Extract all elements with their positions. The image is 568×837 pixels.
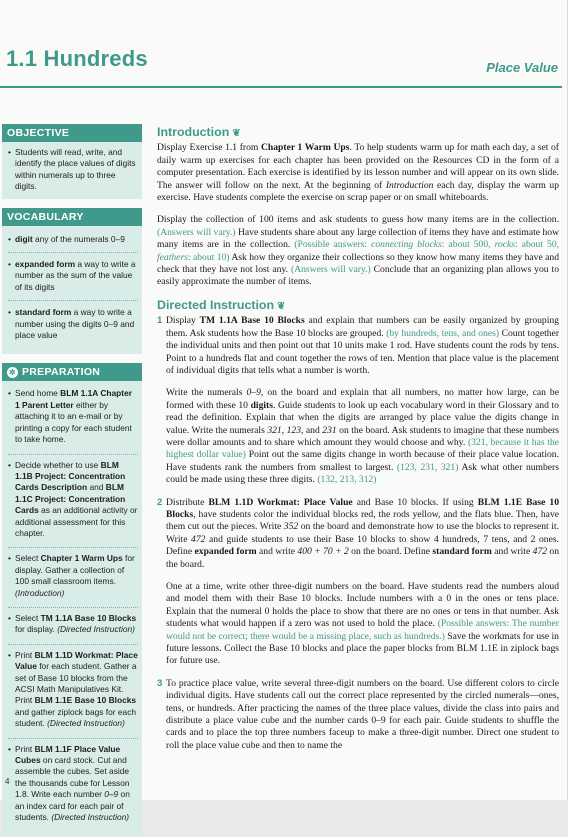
page-title: 1.1 Hundreds xyxy=(6,46,148,71)
step-number: 3 xyxy=(157,677,163,689)
preparation-heading: PREPARATION xyxy=(22,366,101,379)
prep-text: Send home BLM 1.1A Chapter 1 Parent Letter either by attaching it to an e-mail or by printing a copy for each student to take home. xyxy=(15,388,132,445)
page-number: 4 xyxy=(5,777,10,786)
step-paragraph: To practice place value, write several three-digit numbers on the board. Use different colors to circle individual digits. Have students call out the correct place represented by the circled numerals—ones, tens, or hundreds. After practicing the names of the three place values, divide the class into pairs and distribute a place value cube and the number cards 0–9 for each pair. Guide students to shuffle the cards and to place the top three numbers faceup to make a three-digit number. Direct one student to roll the place value cube and then to name the xyxy=(166,677,559,751)
gear-icon: ✲ xyxy=(8,367,16,377)
step-number: 1 xyxy=(157,315,163,327)
bullet: • xyxy=(8,388,11,399)
prep-item xyxy=(8,386,138,453)
prep-item xyxy=(8,607,138,644)
instruction-step xyxy=(157,678,559,752)
introduction-heading xyxy=(157,126,559,140)
step-paragraph: Write the numerals 0–9, on the board and explain that all numbers, no matter how large, can be formed with these 10 digits. Guide students to look up each vocabulary word in their Glossary and to read the definition. Explain that when the digits are arranged by place value the digits change in value. Write the numerals 321, 123, and 231 on the board. Ask students to imagine that these numbers were dollar amounts and to share which amount they would choose and why. (321, because it has the highest dollar value) Point out the same digits change in worth because of their place value location. Have students rank the numbers from smallest to largest. (123, 231, 321) Ask what other numbers could be made using these three digits. (132, 213, 312) xyxy=(166,387,560,486)
objective-heading: OBJECTIVE xyxy=(2,124,142,142)
header-divider xyxy=(0,86,562,88)
preparation-box xyxy=(2,381,142,837)
directed-instruction-heading xyxy=(157,299,559,313)
intro-paragraph: Display Exercise 1.1 from Chapter 1 Warm Ups. To help students warm up for math each day, a set of daily warm up exercises for each chapter has been provided on the Resources CD in the form of a computer presentation. Each exercise is identified by its lesson number and will appear on its own slide. The answer will follow on the next. At the beginning of Introduction each day, display the warm up exercise. Have students complete the exercise on scrap paper or on small whiteboards. xyxy=(157,142,559,204)
vocab-definition: a way to write a number using the digits 0–9 and place value xyxy=(15,307,135,341)
instruction-step xyxy=(157,315,559,486)
directed-heading-text: Directed Instruction xyxy=(157,297,275,312)
introduction-heading-text: Introduction xyxy=(157,125,230,139)
bullet: • xyxy=(8,147,11,157)
vocab-item-digit xyxy=(8,231,138,252)
prep-text: Decide whether to use BLM 1.1B Project: Concentration Cards Description and BLM 1.1C Project: Concentration Cards as an additional activity or additional assessment for this chapter. xyxy=(15,459,138,538)
bullet: • xyxy=(8,553,11,564)
vocab-term: expanded form xyxy=(15,259,76,270)
step-number: 2 xyxy=(157,496,163,508)
vocab-term: standard form xyxy=(15,307,72,318)
prep-text: Print BLM 1.1F Place Value Cubes on card stock. Cut and assemble the cubes. Set aside the thousands cube for Lesson 1.8. Write each number 0–9 on an index card for each pair of students. (Directed Instruction) xyxy=(15,743,130,823)
objective-box xyxy=(2,142,142,199)
objective-item xyxy=(8,147,138,193)
bullet: • xyxy=(8,612,11,623)
step-paragraph: One at a time, write other three-digit numbers on the board. Have students read the numbers aloud and model them with their Base 10 blocks. Include numbers with a 0 in the ones or tens place. Explain that the numeral 0 holds the place to show that there are no ones or tens in that number. Ask students what would happen if a zero was not used to hold the place. (Possible answers: The number would not be correct; there would be a missing place, such as hundreds.) Save the workmats for use in future lessons. Collect the Base 10 blocks and place the paper blocks from BLM 1.1E in ziplock bags for future use. xyxy=(166,581,559,667)
sidebar xyxy=(2,124,142,837)
prep-text: Select TM 1.1A Base 10 Blocks for display. (Directed Instruction) xyxy=(15,612,137,635)
prep-text: Print BLM 1.1D Workmat: Place Value for each student. Gather a set of Base 10 blocks from the ACSI Math Manipulatives Kit. Print BLM 1.1E Base 10 Blocks and gather ziplock bags for each student. (Directed Instruction) xyxy=(15,649,138,729)
vocab-item-expanded-form xyxy=(8,252,138,300)
step-paragraph: Distribute BLM 1.1D Workmat: Place Value and Base 10 blocks. If using BLM 1.1E Base 10 Blocks, have students color the individual blocks red, the rods yellow, and the flats blue. Then, have them cut out the pieces. Write 352 on the board and demonstrate how to use the blocks to represent it. Write 472 and guide students to use their Base 10 blocks to show 4 hundreds, 7 tens, and 2 ones. Define expanded form and write 400 + 70 + 2 on the board. Define standard form and write 472 on the board. xyxy=(166,496,560,570)
prep-item xyxy=(8,454,138,548)
main-content xyxy=(157,126,559,762)
section-tag: Place Value xyxy=(486,60,558,75)
vocabulary-box xyxy=(2,226,142,355)
prep-item xyxy=(8,547,138,607)
bullet: • xyxy=(8,307,11,318)
bullet: • xyxy=(8,459,11,470)
bullet: • xyxy=(8,233,11,244)
vocab-definition: any of the numerals 0–9 xyxy=(32,233,125,244)
vocabulary-heading: VOCABULARY xyxy=(2,208,142,226)
preparation-header xyxy=(2,363,142,381)
bullet: • xyxy=(8,743,11,754)
step-paragraph: Display TM 1.1A Base 10 Blocks and explain that numbers can be easily organized by grouping them. Ask students how the Base 10 blocks are grouped. (by hundreds, tens, and ones) Count together the individual units and then point out that 10 units make 1 rod. Have students count the rods by tens. Point to a hundreds flat and count together the rows of ten. Mention that place value is the placement of individual digits that tells what a number is worth. xyxy=(166,315,560,376)
bullet: • xyxy=(8,259,11,270)
vocab-definition: a way to write a number as the sum of the value of its digits xyxy=(15,259,136,292)
leaf-icon: ❦ xyxy=(277,300,286,312)
intro-paragraph: Display the collection of 100 items and ask students to guess how many items are in the collection. (Answers will vary.) Have students share about any large collection of items they have and estimate how many items are in the collection. (Possible answers: connecting blocks: about 500, rocks: about 50, feathers: about 10) Ask how they organize their collections so they know how many items they have and check that they have not lost any. (Answers will vary.) Conclude that an organizing plan allows you to easily approximate the number of items. xyxy=(157,214,560,288)
vocab-item-standard-form xyxy=(8,300,138,348)
vocab-term: digit xyxy=(15,233,33,244)
bullet: • xyxy=(8,649,11,660)
prep-item xyxy=(8,738,138,832)
objective-text: Students will read, write, and identify the place values of digits within numerals up to three digits. xyxy=(15,147,136,192)
leaf-icon: ❦ xyxy=(232,128,241,139)
prep-text: Select Chapter 1 Warm Ups for display. Gather a collection of 100 small classroom items. (Introduction) xyxy=(15,553,135,598)
prep-item xyxy=(8,644,138,738)
instruction-step xyxy=(157,497,559,668)
